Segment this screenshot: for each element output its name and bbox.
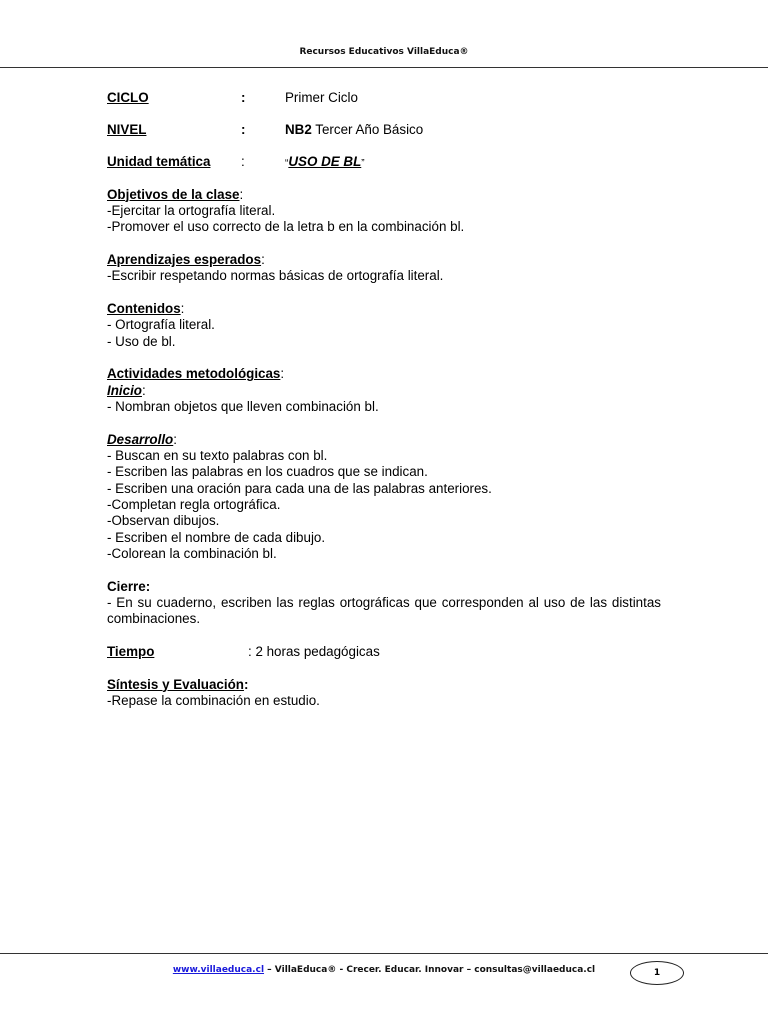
actividades-heading: Actividades metodológicas:: [107, 366, 285, 382]
quote-close: ”: [361, 158, 365, 169]
list-item: -Promover el uso correcto de la letra b en la combinación bl.: [107, 219, 465, 235]
field-nivel-value: [285, 122, 423, 138]
list-item: - Buscan en su texto palabras con bl.: [107, 448, 328, 464]
list-item: -Ejercitar la ortografía literal.: [107, 202, 276, 218]
sintesis-heading: Síntesis y Evaluación:: [107, 676, 249, 692]
list-item: - Ortografía literal.: [107, 317, 215, 333]
page-header: Recursos Educativos VillaEduca®: [299, 47, 469, 57]
cierre-heading: Cierre:: [107, 578, 151, 594]
field-nivel-level: NB2: [285, 122, 312, 137]
list-item: -Repase la combinación en estudio.: [107, 692, 320, 708]
desarrollo-heading: Desarrollo:: [107, 431, 177, 447]
field-tiempo: [107, 644, 661, 660]
list-item: -Colorean la combinación bl.: [107, 545, 277, 561]
field-ciclo-colon: :: [241, 90, 246, 105]
cierre-text: - En su cuaderno, escriben las reglas ortográficas que corresponden al uso de las distintas combinaciones.: [107, 594, 661, 627]
field-unidad-colon: :: [241, 154, 245, 169]
inicio-heading: Inicio:: [107, 382, 146, 398]
field-ciclo: [107, 90, 661, 106]
field-nivel-colon: :: [241, 122, 246, 137]
header-divider: [0, 67, 768, 68]
footer-divider: [0, 953, 768, 954]
list-item: -Completan regla ortográfica.: [107, 496, 281, 512]
field-unidad-value: [285, 154, 365, 172]
list-item: -Observan dibujos.: [107, 513, 220, 529]
list-item: - Escriben las palabras en los cuadros que se indican.: [107, 464, 428, 480]
contenidos-heading: Contenidos:: [107, 300, 185, 316]
list-item: - Nombran objetos que lleven combinación bl.: [107, 398, 379, 414]
field-nivel-label: NIVEL: [107, 122, 147, 137]
list-item: - Escriben el nombre de cada dibujo.: [107, 529, 326, 545]
footer-text: – VillaEduca® - Crecer. Educar. Innovar – consultas@villaeduca.cl: [264, 965, 596, 975]
field-tiempo-value: : 2 horas pedagógicas: [248, 644, 380, 660]
page-number: 1: [630, 961, 684, 985]
list-item: -Escribir respetando normas básicas de ortografía literal.: [107, 268, 444, 284]
unit-title: USO DE BL: [288, 154, 362, 169]
field-unidad-label: Unidad temática: [107, 154, 211, 169]
aprendizajes-heading: Aprendizajes esperados:: [107, 251, 265, 267]
field-nivel-grade: Tercer Año Básico: [311, 122, 424, 137]
list-item: - Uso de bl.: [107, 333, 176, 349]
field-ciclo-label: CICLO: [107, 90, 149, 105]
field-nivel: [107, 122, 661, 138]
field-tiempo-label: Tiempo: [107, 644, 155, 660]
field-ciclo-value: Primer Ciclo: [285, 90, 358, 105]
objetivos-heading: Objetivos de la clase:: [107, 186, 244, 202]
website-link[interactable]: www.villaeduca.cl: [172, 965, 265, 975]
quote-open: “: [285, 158, 289, 169]
list-item: - Escriben una oración para cada una de las palabras anteriores.: [107, 480, 492, 496]
document-body: [107, 90, 661, 709]
field-unidad: [107, 154, 661, 170]
